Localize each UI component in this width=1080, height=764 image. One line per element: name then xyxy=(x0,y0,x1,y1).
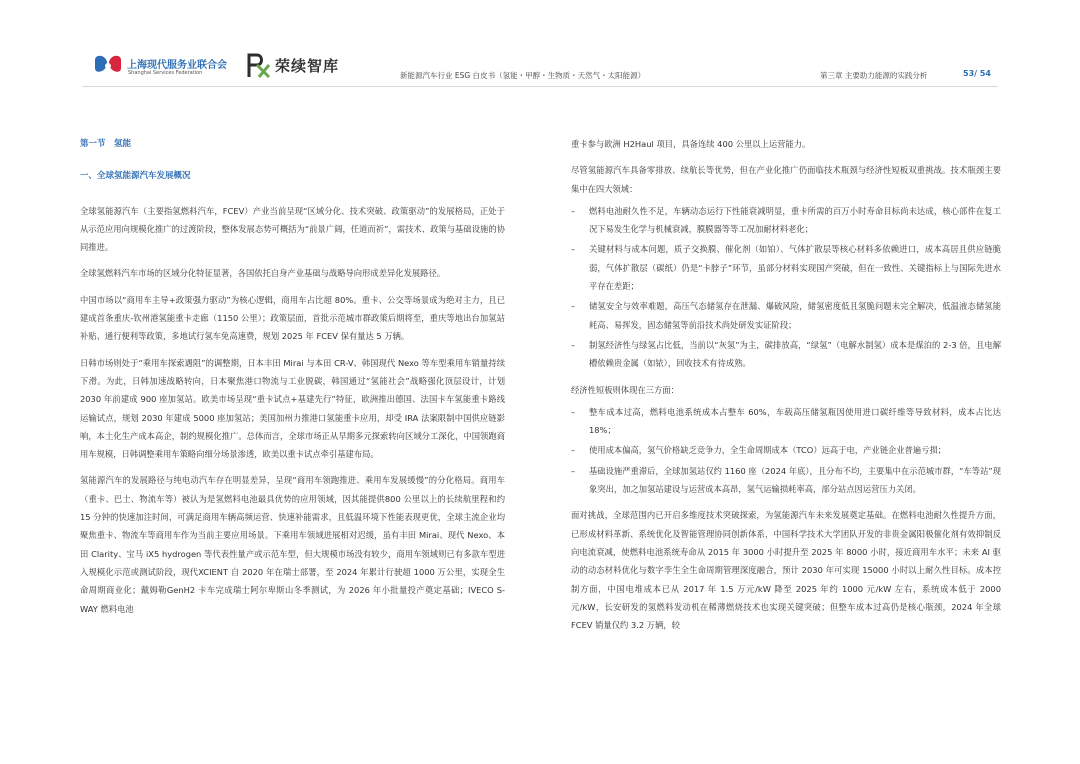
paragraph: 日韩市场则处于“乘用车探索遇阻”的调整期，日本丰田 Mirai 与本田 CR-V、韩国现代 Nexo 等车型乘用车销量持续下滑。为此，日韩加速战略转向，日本聚焦港口物流与工业脱碳，韩国通过“氢能社会”战略强化顶层设计，计划 2030 年前建成 900 座加氢站。欧美市场呈现“重卡试点+基建先行”特征，欧洲推出德国、法国卡车氢能重卡路线运输试点，规划 2030 年建成 5000 座加氢站；美国加州力推港口氢能重卡应用，却受 IRA 法案限制中国供应链影响，本土化生产成本高企，制约规模化推广。总体而言，全球市场正从早期多元探索转向区域分工深化，中国领跑商用车规模，日韩调整乘用车策略向细分场景渗透，欧美以重卡试点牵引基建布局。 xyxy=(80,357,505,460)
paragraph: 中国市场以“商用车主导+政策强力驱动”为核心逻辑，商用车占比超 80%。重卡、公交等场景成为绝对主力，且已建成首条重庆-钦州港氢能重卡走廊（1150 公里）；政策层面，首批示范城市群政策后期将至，重庆等地出台加氢站补贴、通行便利等政策，多地试行氢车免高速费，规划 2025 年 FCEV 保有量达 5 万辆。 xyxy=(80,294,505,342)
tech-bottleneck-list xyxy=(571,202,1001,373)
paragraph: 氢能源汽车的发展路径与纯电动汽车存在明显差异，呈现“商用车领跑推进、乘用车发展缓慢”的分化格局。商用车（重卡、巴士、物流车等）被认为是氢燃料电池最具优势的应用领域，因其能提供800 公里以上的长续航里程和约 15 分钟的快速加注时间，可满足商用车辆高频运营、快速补能需求，且低温环境下性能表现更优，全球主流企业均聚焦重卡、物流车等商用车作为当前主要应用场景。下乘用车领域进展相对迟缓，虽有丰田 Mirai、现代 Nexo、本田 Clarity、宝马 iX5 hydrogen 等代表性量产或示范车型，但大规模市场没有较少，商用车领域则已有多款车型进入规模化示范或测试阶段，现代XCIENT 自 2020 年在瑞士部署，至 2024 年累计行驶超 1000 万公里，实现全生命周期商业化；戴姆勒GenH2 卡车完成瑞士阿尔卑斯山冬季测试，为 2026 年小批量投产奠定基础；IVECO S-WAY 燃料电池 xyxy=(80,475,505,614)
page-header xyxy=(0,0,1080,100)
chapter-label: 第三章 主要助力能源的实践分析 xyxy=(820,71,928,80)
list-item: – 燃料电池耐久性不足，车辆动态运行下性能衰减明显，重卡所需的百万小时寿命目标尚未达成，核心部件在复工况下易发生化学与机械衰减，膜膜器等等工况加耐材料老化； xyxy=(571,205,1001,235)
list-item: – 整车成本过高，燃料电池系统成本占整车 60%，车载高压储氢瓶因使用进口碳纤维等导致材料，成本占比达 18%； xyxy=(571,406,1001,436)
federation-logo-icon xyxy=(93,54,123,78)
paragraph: 全球氢燃料汽车市场的区域分化特征显著，各国依托自身产业基础与战略导向形成差异化发展路径。 xyxy=(80,268,446,279)
section-title: 第一节 氢能 xyxy=(80,139,132,149)
org-name-cn: 上海现代服务业联合会 xyxy=(127,60,227,71)
subsection-title: 一、全球氢能源汽车发展概况 xyxy=(80,171,191,182)
brand-name: 荣续智库 xyxy=(275,57,340,75)
page-number: 53/ 54 xyxy=(963,69,991,78)
list-item: – 制氢经济性与绿氢占比低，当前以“灰氢”为主，碳排放高，“绿氢”（电解水制氢）成本是煤泊的 2-3 倍，且电解槽依赖贵金属（如铱），回收技术有待成熟。 xyxy=(571,339,1001,369)
list-item: – 使用成本偏高，氢气价格缺乏竞争力，全生命周期成本（TCO）远高于电，产业链企业普遍亏损； xyxy=(571,445,947,456)
list-item: – 基础设施严重滞后，全球加氢站仅约 1160 座（2024 年底），且分布不均，主要集中在示范城市群，“车等站”现象突出，加之加氢站建设与运营成本高昂，氢气运输损耗率高，部分站点因运营压力关闭。 xyxy=(571,465,1001,495)
header-divider xyxy=(82,86,998,87)
paragraph: 经济性短板则体现在三方面： xyxy=(571,384,679,395)
list-item: – 关键材料与成本问题，质子交换膜、催化剂（如铂）、气体扩散层等核心材料多依赖进口，成本高居且供应链脆弱，气体扩散层（碳纸）仍是“卡脖子”环节，虽部分材料实现国产突破，但在一致性、关键指标上与国际先进水平存在差距； xyxy=(571,244,1001,292)
document-title: 新能源汽车行业 ESG 白皮书（氢能・甲醇・生物质・天然气・太阳能源） xyxy=(400,71,646,80)
right-column xyxy=(571,135,1001,642)
paragraph: 面对挑战，全球范围内已开启多维度技术突破探索，为氢能源汽车未来发展奠定基础。在燃料电池耐久性提升方面，已形成材料革新、系统优化及智能管理协同创新体系，中国科学技术大学团队开发的非贵金属阳极催化剂有效抑制反向电流衰减，使燃料电池系统寿命从 2015 年 3000 小时提升至 2025 年 8000 小时，接近商用车水平；未来 AI 驱动的动态材料优化与数字孪生全生命周期管理深度融合，预计 2030 年可实现 15000 小时以上耐久性目标。成本控制方面，中国电堆成本已从 2017 年 1.5 万元/kW 降至 2025 年约 1000 元/kW 左右，系统成本低于 2000 元/kW，长安研发的氢燃料发动机在稀薄燃烧技术也实现关键突破；但整车成本过高仍是核心瓶颈，2024 年全球 FCEV 销量仅约 3.2 万辆，较 xyxy=(571,510,1001,631)
paragraph: 尽管氢能源汽车具备零排放、续航长等优势，但在产业化推广仍面临技术瓶颈与经济性短板双重挑战。技术瓶颈主要集中在四大领域： xyxy=(571,165,1001,194)
org-name-en: Shanghai Services Federation xyxy=(128,70,203,76)
list-item: – 储氢安全与效率难题，高压气态储氢存在泄漏、爆破风险，储氢密度低且氢脆问题未完全解决，低温液态储氢能耗高、易挥发，固态储氢等前沿技术尚处研发实证阶段； xyxy=(571,301,1001,330)
paragraph: 重卡参与欧洲 H2Haul 项目，具备连续 400 公里以上运营能力。 xyxy=(571,139,811,149)
rongxu-logo-icon xyxy=(247,53,271,79)
left-column xyxy=(80,135,505,626)
paragraph: 全球氢能源汽车（主要指氢燃料汽车，FCEV）产业当前呈现“区域分化、技术突破、政策驱动”的发展格局，正处于从示范应用向规模化推广的过渡阶段，整体发展态势可概括为“前景广阔，任道而祈”，需技术、政策与基础设施的协同推进。 xyxy=(80,205,505,253)
economic-shortfall-list xyxy=(571,403,1001,498)
